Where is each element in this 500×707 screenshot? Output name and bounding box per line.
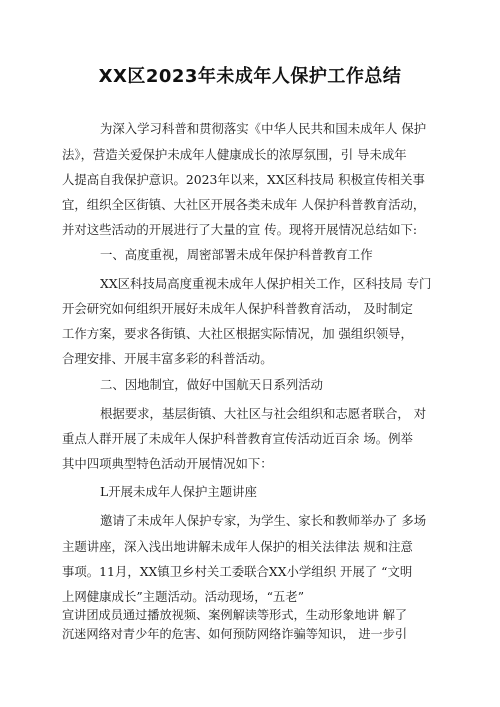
- paragraph-line: 主题讲座，深入浅出地讲解未成年人保护的相关法律法 规和注意: [62, 539, 413, 554]
- paragraph-line: 工作方案，要求各街镇、大社区根据实际情况，加 强组织领导，: [62, 326, 413, 341]
- section-heading: 一、高度重视，周密部署未成年保护科普教育工作: [100, 247, 373, 262]
- paragraph-line: 邀请了未成年人保护专家，为学生、家长和教师举办了 多场: [100, 513, 427, 528]
- paragraph-line: XX区科技局高度重视未成年人保护相关工作，区科技局 专门: [100, 276, 432, 291]
- subsection-heading: L开展未成年人保护主题讲座: [100, 484, 257, 499]
- paragraph-line: 其中四项典型特色活动开展情况如下：: [62, 456, 273, 471]
- paragraph-line: 开会研究如何组织开展好未成年人保护科普教育活动， 及时制定: [62, 301, 413, 316]
- paragraph-line: 为深入学习科普和贯彻落实《中华人民共和国未成年人 保护: [100, 121, 427, 136]
- paragraph-line: 并对这些活动的开展进行了大量的宣 传。现将开展情况总结如下:: [62, 222, 418, 237]
- paragraph-line: 根据要求，基层街镇、大社区与社会组织和志愿者联合， 对: [100, 406, 427, 421]
- paragraph-line: 合理安排、开展丰富多彩的科普活动。: [62, 351, 273, 366]
- document-title: XX区2023年未成年人保护工作总结: [98, 66, 402, 87]
- paragraph-line: 重点人群开展了未成年人保护科普教育宣传活动近百余 场。例举: [62, 431, 413, 446]
- paragraph-line: 宣讲团成员通过播放视频、案例解读等形式，生动形象地讲 解了: [62, 608, 408, 622]
- paragraph-line: 事项。11月，XX镇卫乡村关工委联合XX小学组织 开展了 “文明: [62, 564, 413, 579]
- paragraph-line: 上网健康成长”主题活动。活动现场，“五老”: [62, 589, 305, 604]
- paragraph-line: 人提高自我保护意识。2023年以来，XX区科技局 积极宣传相关事: [62, 172, 425, 187]
- paragraph-line: 沉迷网络对青少年的危害、如何预防网络诈骗等知识， 进一步引: [62, 627, 408, 641]
- paragraph-line: 宜，组织全区街镇、大社区开展各类未成年 人保护科普教育活动，: [62, 197, 426, 212]
- section-heading: 二、因地制宜，做好中国航天日系列活动: [100, 377, 324, 392]
- paragraph-line: 法》，营造关爱保护未成年人健康成长的浓厚氛围，引 导未成年: [62, 147, 407, 162]
